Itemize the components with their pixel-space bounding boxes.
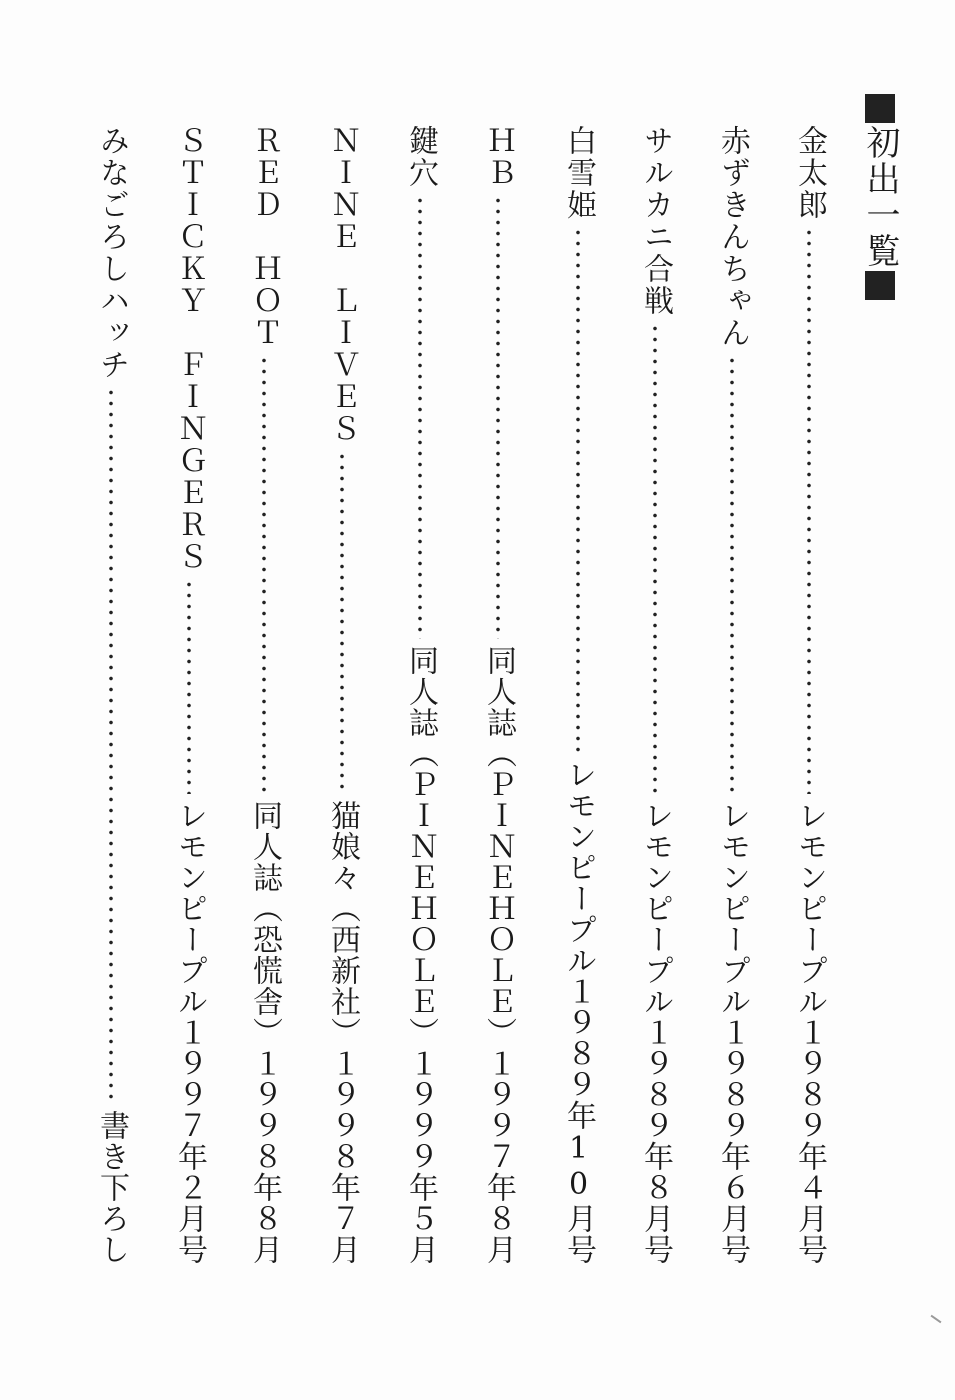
entry-source: 同人誌（恐慌舎）１９９８年８月: [247, 800, 282, 1265]
entry-title: ＳＴＩＣＫＹ ＦＩＮＧＥＲＳ: [172, 125, 207, 573]
list-item: [323, 125, 361, 1265]
entry-title: 鍵穴: [403, 125, 438, 189]
entry-title: ＲＥＤ ＨＯＴ: [247, 125, 282, 349]
list-item: [559, 125, 597, 1265]
entry-source: レモンピープル１９８９年８月号: [638, 800, 673, 1265]
entry-source: 書き下ろし: [94, 1110, 129, 1265]
entry-source: 同人誌（ＰＩＮＥＨＯＬＥ）１９９７年８月: [481, 645, 516, 1265]
dot-leader: [790, 227, 828, 794]
dot-leader: [92, 387, 130, 1104]
list-item: [636, 125, 674, 1265]
page-title: [858, 92, 902, 302]
entry-title: 金太郎: [792, 125, 827, 221]
entry-source: レモンピープル１９８９年４月号: [792, 800, 827, 1265]
dot-leader: [713, 355, 751, 794]
dot-leader: [636, 323, 674, 794]
dot-leader: [170, 579, 208, 794]
list-item: [170, 125, 208, 1265]
list-item: [790, 125, 828, 1265]
heading-text: 初出一覧: [860, 125, 900, 269]
list-item: [401, 125, 439, 1265]
entry-source: 猫娘々（西新社）１９９８年７月: [325, 800, 360, 1265]
dot-leader: [559, 227, 597, 753]
entry-title: 白雪姫: [561, 125, 596, 221]
dot-leader: [245, 355, 283, 794]
entry-title: ＨＢ: [481, 125, 516, 189]
entry-source: レモンピープル１９８９年６月号: [715, 800, 750, 1265]
entry-title: みなごろしハッチ: [94, 125, 129, 381]
entry-title: 赤ずきんちゃん: [715, 125, 750, 349]
dot-leader: [323, 451, 361, 794]
square-bullet-icon: [865, 271, 895, 300]
entry-source: レモンピープル１９９７年２月号: [172, 800, 207, 1265]
scan-artifact: [931, 1315, 942, 1324]
entry-source: 同人誌（ＰＩＮＥＨＯＬＥ）１９９９年５月: [403, 645, 438, 1265]
list-item: [92, 125, 130, 1265]
list-item: [479, 125, 517, 1265]
square-bullet-icon: [865, 94, 895, 123]
entry-title: ＮＩＮＥ ＬＩＶＥＳ: [325, 125, 360, 445]
dot-leader: [401, 195, 439, 639]
list-item: [713, 125, 751, 1265]
list-item: [245, 125, 283, 1265]
entry-title: サルカニ合戦: [638, 125, 673, 317]
dot-leader: [479, 195, 517, 639]
entry-source: レモンピープル１９８９年10月号: [561, 759, 596, 1265]
